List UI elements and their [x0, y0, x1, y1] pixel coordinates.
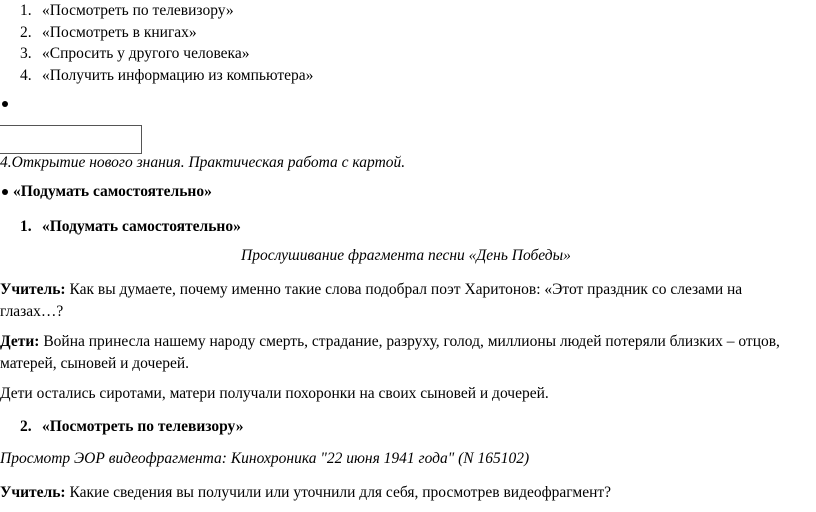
list-number: 2. [20, 24, 32, 41]
list-item: «Посмотреть по телевизору» [42, 2, 234, 19]
paragraph-text: Дети остались сиротами, матери получали похоронки на своих сыновей и дочерей. [0, 385, 549, 402]
list-item: «Получить информацию из компьютера» [42, 67, 314, 84]
list-number: 2. [20, 418, 32, 435]
list-number: 1. [20, 2, 32, 19]
list-number: 3. [20, 45, 32, 62]
speaker-label: Учитель: [0, 281, 66, 298]
video-caption: Просмотр ЭОР видеофрагмента: Кинохроника "22 июня 1941 года" (N 165102) [0, 450, 530, 467]
bullet-item: «Подумать самостоятельно» [13, 183, 212, 200]
paragraph-text: Война принесла нашему народу смерть, страдание, разруху, голод, миллионы людей потеряли близких – отцов, матерей, сыновей и дочерей. [0, 333, 780, 372]
numbered-heading: «Подумать самостоятельно» [42, 218, 241, 235]
section-heading: 4.Открытие нового знания. Практическая работа с картой. [0, 154, 406, 171]
bullet-icon [2, 189, 8, 195]
teacher-paragraph [0, 279, 800, 323]
paragraph-text: Как вы думаете, почему именно такие слова подобрал поэт Харитонов: «Этот праздник со слезами на глазах…? [0, 281, 743, 320]
list-number: 1. [20, 218, 32, 235]
speaker-label: Дети: [0, 333, 40, 350]
list-item: «Посмотреть в книгах» [42, 24, 197, 41]
children-paragraph [0, 331, 800, 375]
numbered-heading: «Посмотреть по телевизору» [42, 418, 244, 435]
speaker-label: Учитель: [0, 484, 66, 501]
bullet-icon [2, 101, 8, 107]
empty-text-box [0, 125, 142, 154]
paragraph-text: Какие сведения вы получили или уточнили для себя, просмотрев видеофрагмент? [65, 484, 612, 501]
list-number: 4. [20, 67, 32, 84]
listen-caption: Прослушивание фрагмента песни «День Победы» [241, 247, 571, 264]
list-item: «Спросить у другого человека» [42, 45, 250, 62]
teacher-paragraph [0, 482, 800, 504]
